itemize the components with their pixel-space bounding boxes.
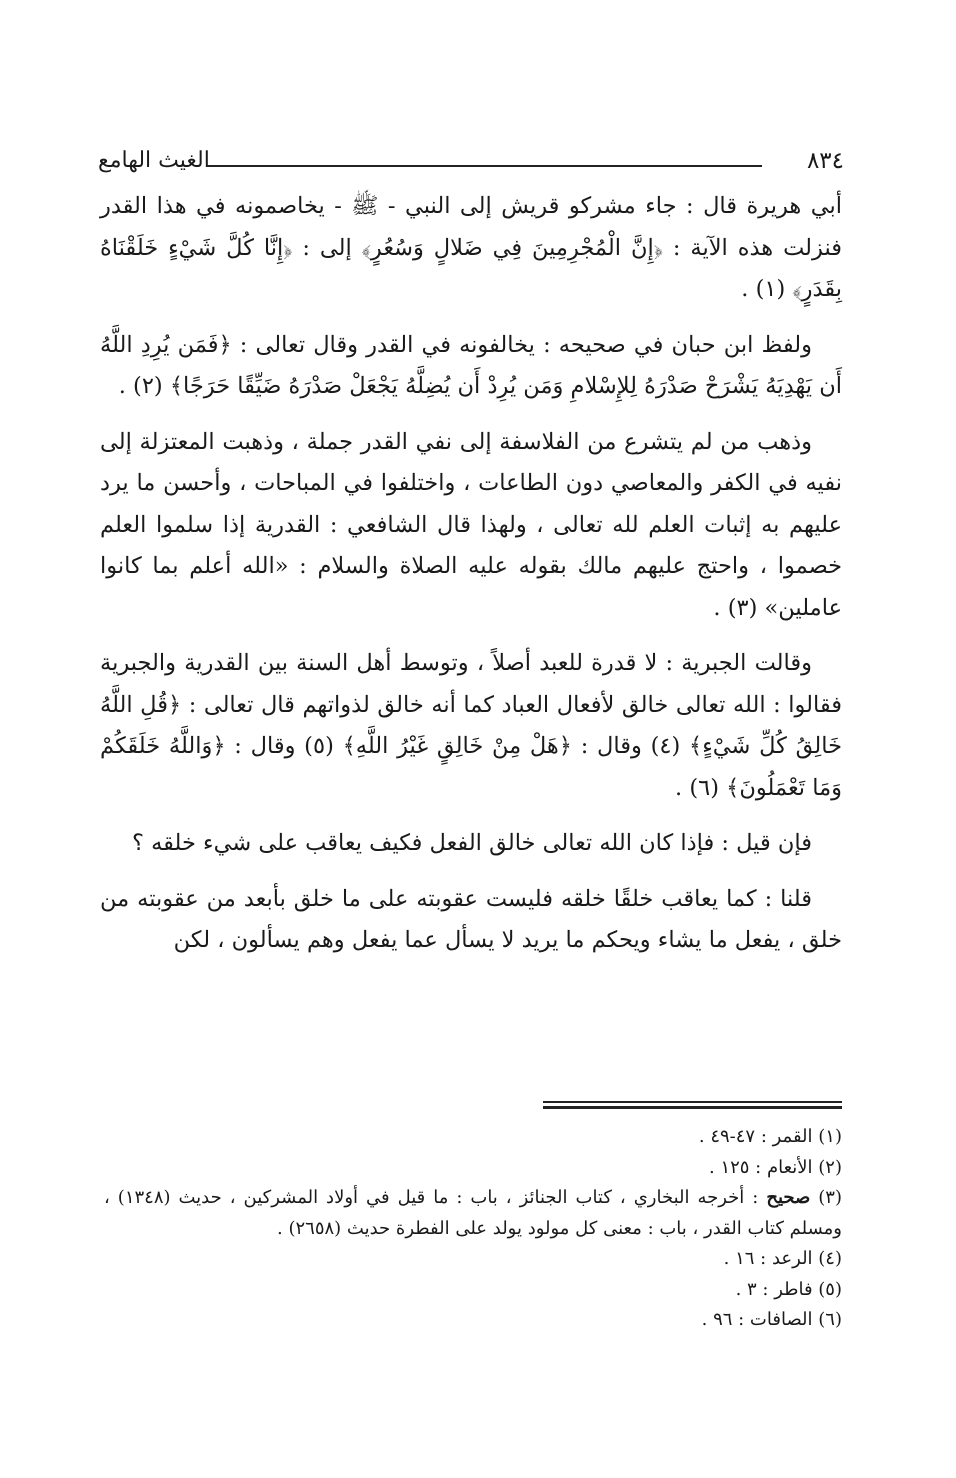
paragraph: أبي هريرة قال : جاء مشركو قريش إلى النبي - ﷺ - يخاصمونه في هذا القدر فنزلت هذه الآية : ﴿إِنَّ الْمُجْرِمِينَ فِي ضَلالٍ وَسُعُرٍ﴾ إلى : ﴿إِنَّا كُلَّ شَيْءٍ خَلَقْنَاهُ بِقَدَرٍ﴾ (١) . <box>100 193 842 302</box>
main-text <box>100 186 842 976</box>
footnote: (٦) الصافات : ٩٦ . <box>701 1309 842 1330</box>
footnote: (٤) الرعد : ١٦ . <box>723 1248 842 1269</box>
footnote: (١) القمر : ٤٧-٤٩ . <box>698 1126 842 1147</box>
paragraph: وذهب من لم يتشرع من الفلاسفة إلى نفي القدر جملة ، وذهبت المعتزلة إلى نفيه في الكفر والمعاصي دون الطاعات ، واختلفوا في المباحات ، وأحسن ما يرد عليهم به إثبات العلم لله تعالى ، ولهذا قال الشافعي : القدرية إذا سلموا العلم خصموا ، واحتج عليهم مالك بقوله عليه الصلاة والسلام : «الله أعلم بما كانوا عاملين» (٣) . <box>100 428 842 621</box>
footnote: (٢) الأنعام : ١٢٥ . <box>708 1156 842 1178</box>
page-number: ٨٣٤ <box>806 148 844 174</box>
page-header <box>98 140 844 180</box>
footnote: (٥) فاطر : ٣ . <box>735 1278 842 1300</box>
paragraph: وقالت الجبرية : لا قدرة للعبد أصلاً ، وتوسط أهل السنة بين القدرية والجبرية فقالوا : الله تعالى خالق لأفعال العباد كما أنه خالق لذواتهم قال تعالى : ﴿قُلِ اللَّهُ خَالِقُ كُلِّ شَيْءٍ﴾ (٤) وقال : ﴿هَلْ مِنْ خَالِقٍ غَيْرُ اللَّهِ﴾ (٥) وقال : ﴿وَاللَّهُ خَلَقَكُمْ وَمَا تَعْمَلُونَ﴾ (٦) . <box>100 650 842 801</box>
footnote-separator <box>543 1101 842 1110</box>
footnotes <box>104 1122 842 1336</box>
footnote-text: : أخرجه البخاري ، كتاب الجنائز ، باب : ما قيل في أولاد المشركين ، حديث (١٣٤٨) ، ومسلم كتاب القدر ، باب : معنى كل مولود يولد على الفطرة حديث (٢٦٥٨) . <box>104 1187 842 1239</box>
paragraph: فإن قيل : فإذا كان الله تعالى خالق الفعل فكيف يعاقب على شيء خلقه ؟ <box>131 830 812 856</box>
hadith-grade: صحيح <box>766 1187 811 1208</box>
running-title: الغيث الهامع <box>98 148 210 173</box>
footnote-marker: (٣) <box>810 1187 842 1208</box>
paragraph: قلنا : كما يعاقب خلقًا خلقه فليست عقوبته على ما خلق بأبعد من عقوبته من خلق ، يفعل ما يشاء ويحكم ما يريد لا يسأل عما يفعل وهم يسألون ، لكن <box>100 885 842 953</box>
paragraph: ولفظ ابن حبان في صحيحه : يخالفونه في القدر وقال تعالى : ﴿فَمَن يُرِدِ اللَّهُ أَن يَهْدِيَهُ يَشْرَحْ صَدْرَهُ لِلإِسْلامِ وَمَن يُرِدْ أَن يُضِلَّهُ يَجْعَلْ صَدْرَهُ ضَيِّقًا حَرَجًا﴾ (٢) . <box>100 331 842 399</box>
footnote <box>104 1183 842 1244</box>
header-rule <box>206 165 762 167</box>
